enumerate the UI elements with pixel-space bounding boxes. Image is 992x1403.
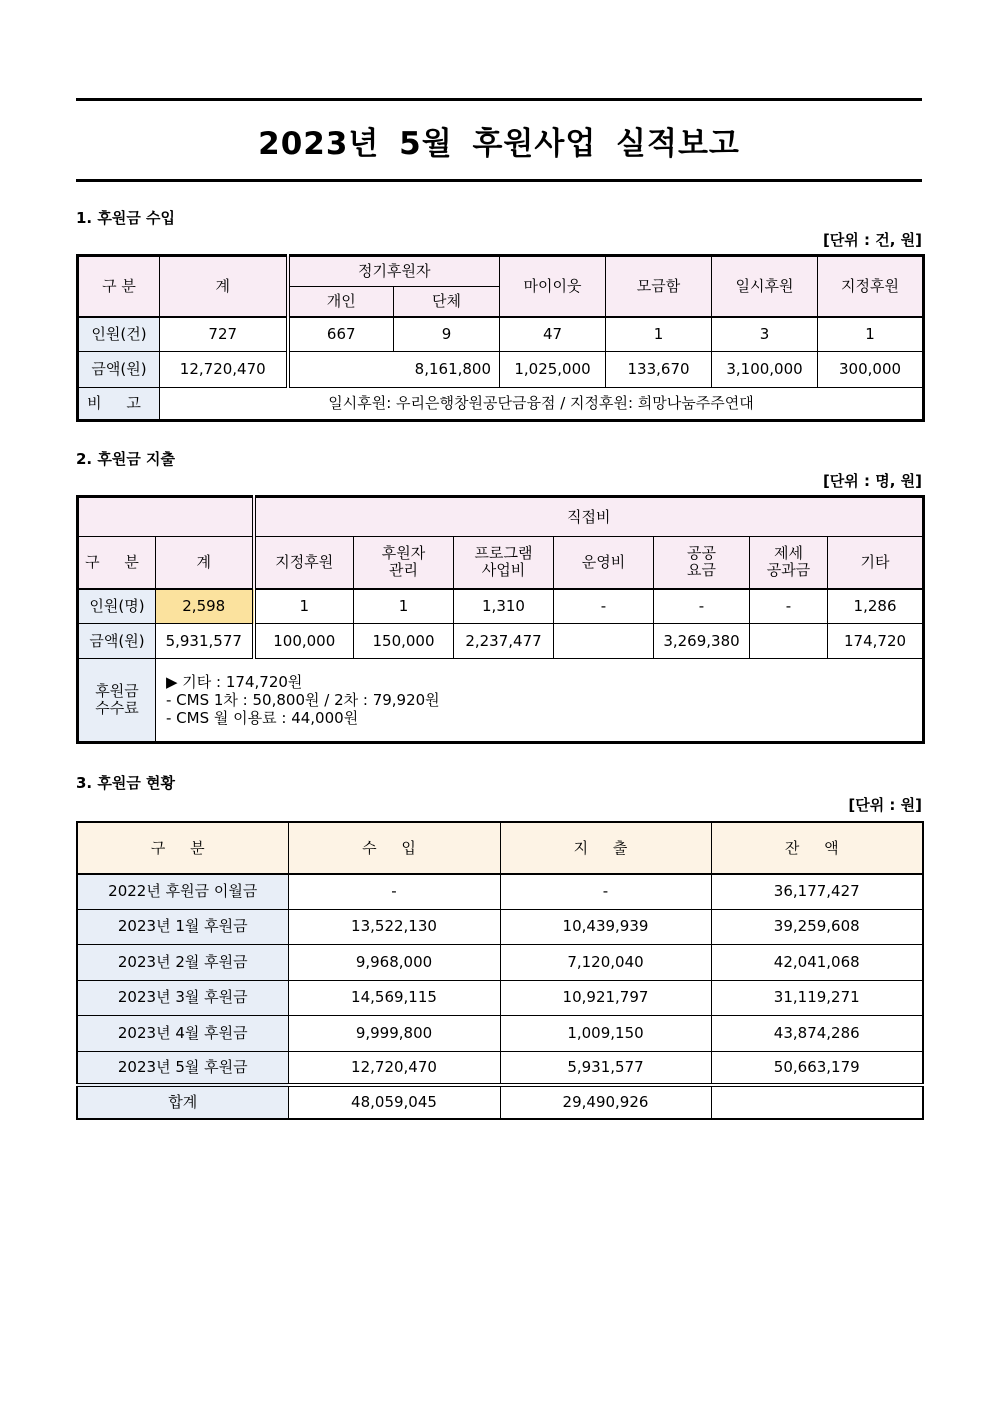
expense-col-donor-mgmt [354, 537, 454, 589]
income-col-regular: 정기후원자 [288, 256, 500, 287]
expense-fee-line2: - CMS 1차 : 50,800원 / 2차 : 79,920원 [166, 691, 440, 709]
income-col-onetime: 일시후원 [712, 256, 818, 317]
income-table [76, 254, 925, 422]
status-row-expense: 7,120,040 [500, 944, 711, 980]
income-unit: [단위 : 건, 원] [822, 231, 922, 249]
income-col-individual: 개인 [288, 287, 394, 317]
expense-col-donor-mgmt-line2: 관리 [389, 561, 418, 580]
total-row [77, 1085, 923, 1119]
expense-count-total: 2,598 [156, 589, 254, 624]
status-heading: 3. 후원금 현황 [76, 774, 176, 792]
income-count-individual: 667 [288, 317, 394, 352]
income-amount-box: 133,670 [606, 352, 712, 388]
expense-row-fee-label [78, 659, 156, 743]
expense-amount-donor-mgmt: 150,000 [354, 624, 454, 659]
status-row-expense: 5,931,577 [500, 1051, 711, 1085]
income-heading: 1. 후원금 수입 [76, 209, 176, 227]
expense-amount-utility: 3,269,380 [654, 624, 750, 659]
income-amount-regular: 8,161,800 [288, 352, 500, 388]
expense-col-utility-line1: 공공 [687, 544, 716, 563]
expense-fee-line1: ▶ 기타 : 174,720원 [166, 673, 303, 691]
status-row-expense: 10,439,939 [500, 909, 711, 944]
income-count-myeyes: 47 [500, 317, 606, 352]
income-col-designated: 지정후원 [818, 256, 924, 317]
income-col-box: 모금함 [606, 256, 712, 317]
expense-count-program: 1,310 [454, 589, 554, 624]
expense-row-amount-label: 금액(원) [78, 624, 156, 659]
expense-col-program [454, 537, 554, 589]
status-row-balance: 39,259,608 [711, 909, 923, 944]
status-table [76, 821, 924, 1120]
title-box [76, 98, 922, 182]
expense-amount-etc: 174,720 [828, 624, 924, 659]
status-row-income: 14,569,115 [288, 980, 500, 1015]
expense-count-tax: - [750, 589, 828, 624]
status-row-label: 2023년 3월 후원금 [77, 980, 288, 1015]
expense-table [76, 495, 925, 744]
expense-col-tax [750, 537, 828, 589]
status-total-balance [711, 1085, 923, 1119]
status-row-expense: 10,921,797 [500, 980, 711, 1015]
expense-count-designated: 1 [254, 589, 354, 624]
income-col-gubun: 구 분 [78, 256, 160, 317]
expense-col-utility-line2: 요금 [687, 561, 716, 580]
expense-fee-memo [156, 659, 924, 743]
expense-amount-designated: 100,000 [254, 624, 354, 659]
status-total-label: 합계 [77, 1085, 288, 1119]
expense-amount-total: 5,931,577 [156, 624, 254, 659]
expense-col-utility [654, 537, 750, 589]
income-count-designated: 1 [818, 317, 924, 352]
income-row-amount-label: 금액(원) [78, 352, 160, 388]
table-row [77, 1015, 923, 1051]
status-row-income: 12,720,470 [288, 1051, 500, 1085]
status-col-gubun: 구 분 [77, 822, 288, 874]
income-amount-myeyes: 1,025,000 [500, 352, 606, 388]
status-row-income: 9,999,800 [288, 1015, 500, 1051]
status-row-income: 9,968,000 [288, 944, 500, 980]
status-row-label: 2022년 후원금 이월금 [77, 874, 288, 909]
expense-col-total: 계 [156, 537, 254, 589]
status-col-balance: 잔 액 [711, 822, 923, 874]
expense-count-utility: - [654, 589, 750, 624]
expense-col-program-line2: 사업비 [481, 561, 526, 580]
income-col-total: 계 [160, 256, 288, 317]
table-row [77, 980, 923, 1015]
income-amount-total: 12,720,470 [160, 352, 288, 388]
income-amount-onetime: 3,100,000 [712, 352, 818, 388]
income-count-group: 9 [394, 317, 500, 352]
income-count-total: 727 [160, 317, 288, 352]
table-row [77, 944, 923, 980]
status-row-balance: 42,041,068 [711, 944, 923, 980]
status-total-income: 48,059,045 [288, 1085, 500, 1119]
income-amount-designated: 300,000 [818, 352, 924, 388]
income-row-note-label: 비 고 [78, 388, 160, 421]
expense-header-blank [78, 497, 254, 537]
status-total-expense: 29,490,926 [500, 1085, 711, 1119]
status-row-income: 13,522,130 [288, 909, 500, 944]
status-row-label: 2023년 1월 후원금 [77, 909, 288, 944]
status-row-balance: 50,663,179 [711, 1051, 923, 1085]
expense-fee-line3: - CMS 월 이용료 : 44,000원 [166, 709, 359, 727]
expense-col-direct: 직접비 [254, 497, 924, 537]
status-col-income: 수 입 [288, 822, 500, 874]
status-row-label: 2023년 5월 후원금 [77, 1051, 288, 1085]
income-note: 일시후원: 우리은행창원공단금융점 / 지정후원: 희망나눔주주연대 [160, 388, 924, 421]
expense-count-etc: 1,286 [828, 589, 924, 624]
expense-heading: 2. 후원금 지출 [76, 450, 176, 468]
expense-col-gubun: 구 분 [78, 537, 156, 589]
status-row-expense: - [500, 874, 711, 909]
expense-col-tax-line2: 공과금 [766, 561, 811, 580]
income-count-box: 1 [606, 317, 712, 352]
expense-amount-operation [554, 624, 654, 659]
income-count-onetime: 3 [712, 317, 818, 352]
expense-col-donor-mgmt-line1: 후원자 [381, 544, 426, 563]
expense-count-donor-mgmt: 1 [354, 589, 454, 624]
table-row [77, 1051, 923, 1085]
page-title: 2023년 5월 후원사업 실적보고 [258, 125, 740, 162]
expense-row-fee-label-line1: 후원금 [95, 682, 139, 700]
status-row-income: - [288, 874, 500, 909]
expense-count-operation: - [554, 589, 654, 624]
expense-col-program-line1: 프로그램 [474, 544, 533, 563]
expense-amount-tax [750, 624, 828, 659]
income-col-myeyes: 마이이웃 [500, 256, 606, 317]
table-row [77, 874, 923, 909]
expense-unit: [단위 : 명, 원] [822, 472, 922, 490]
status-row-label: 2023년 4월 후원금 [77, 1015, 288, 1051]
expense-col-operation: 운영비 [554, 537, 654, 589]
status-row-balance: 31,119,271 [711, 980, 923, 1015]
status-unit: [단위 : 원] [848, 796, 922, 814]
income-col-group: 단체 [394, 287, 500, 317]
status-row-balance: 43,874,286 [711, 1015, 923, 1051]
income-row-count-label: 인원(건) [78, 317, 160, 352]
expense-row-count-label: 인원(명) [78, 589, 156, 624]
status-row-balance: 36,177,427 [711, 874, 923, 909]
status-row-expense: 1,009,150 [500, 1015, 711, 1051]
expense-col-etc: 기타 [828, 537, 924, 589]
expense-amount-program: 2,237,477 [454, 624, 554, 659]
status-row-label: 2023년 2월 후원금 [77, 944, 288, 980]
report-page [76, 98, 922, 1120]
expense-col-tax-line1: 제세 [774, 544, 803, 563]
table-row [77, 909, 923, 944]
status-col-expense: 지 출 [500, 822, 711, 874]
expense-col-designated: 지정후원 [254, 537, 354, 589]
expense-row-fee-label-line2: 수수료 [95, 699, 139, 717]
